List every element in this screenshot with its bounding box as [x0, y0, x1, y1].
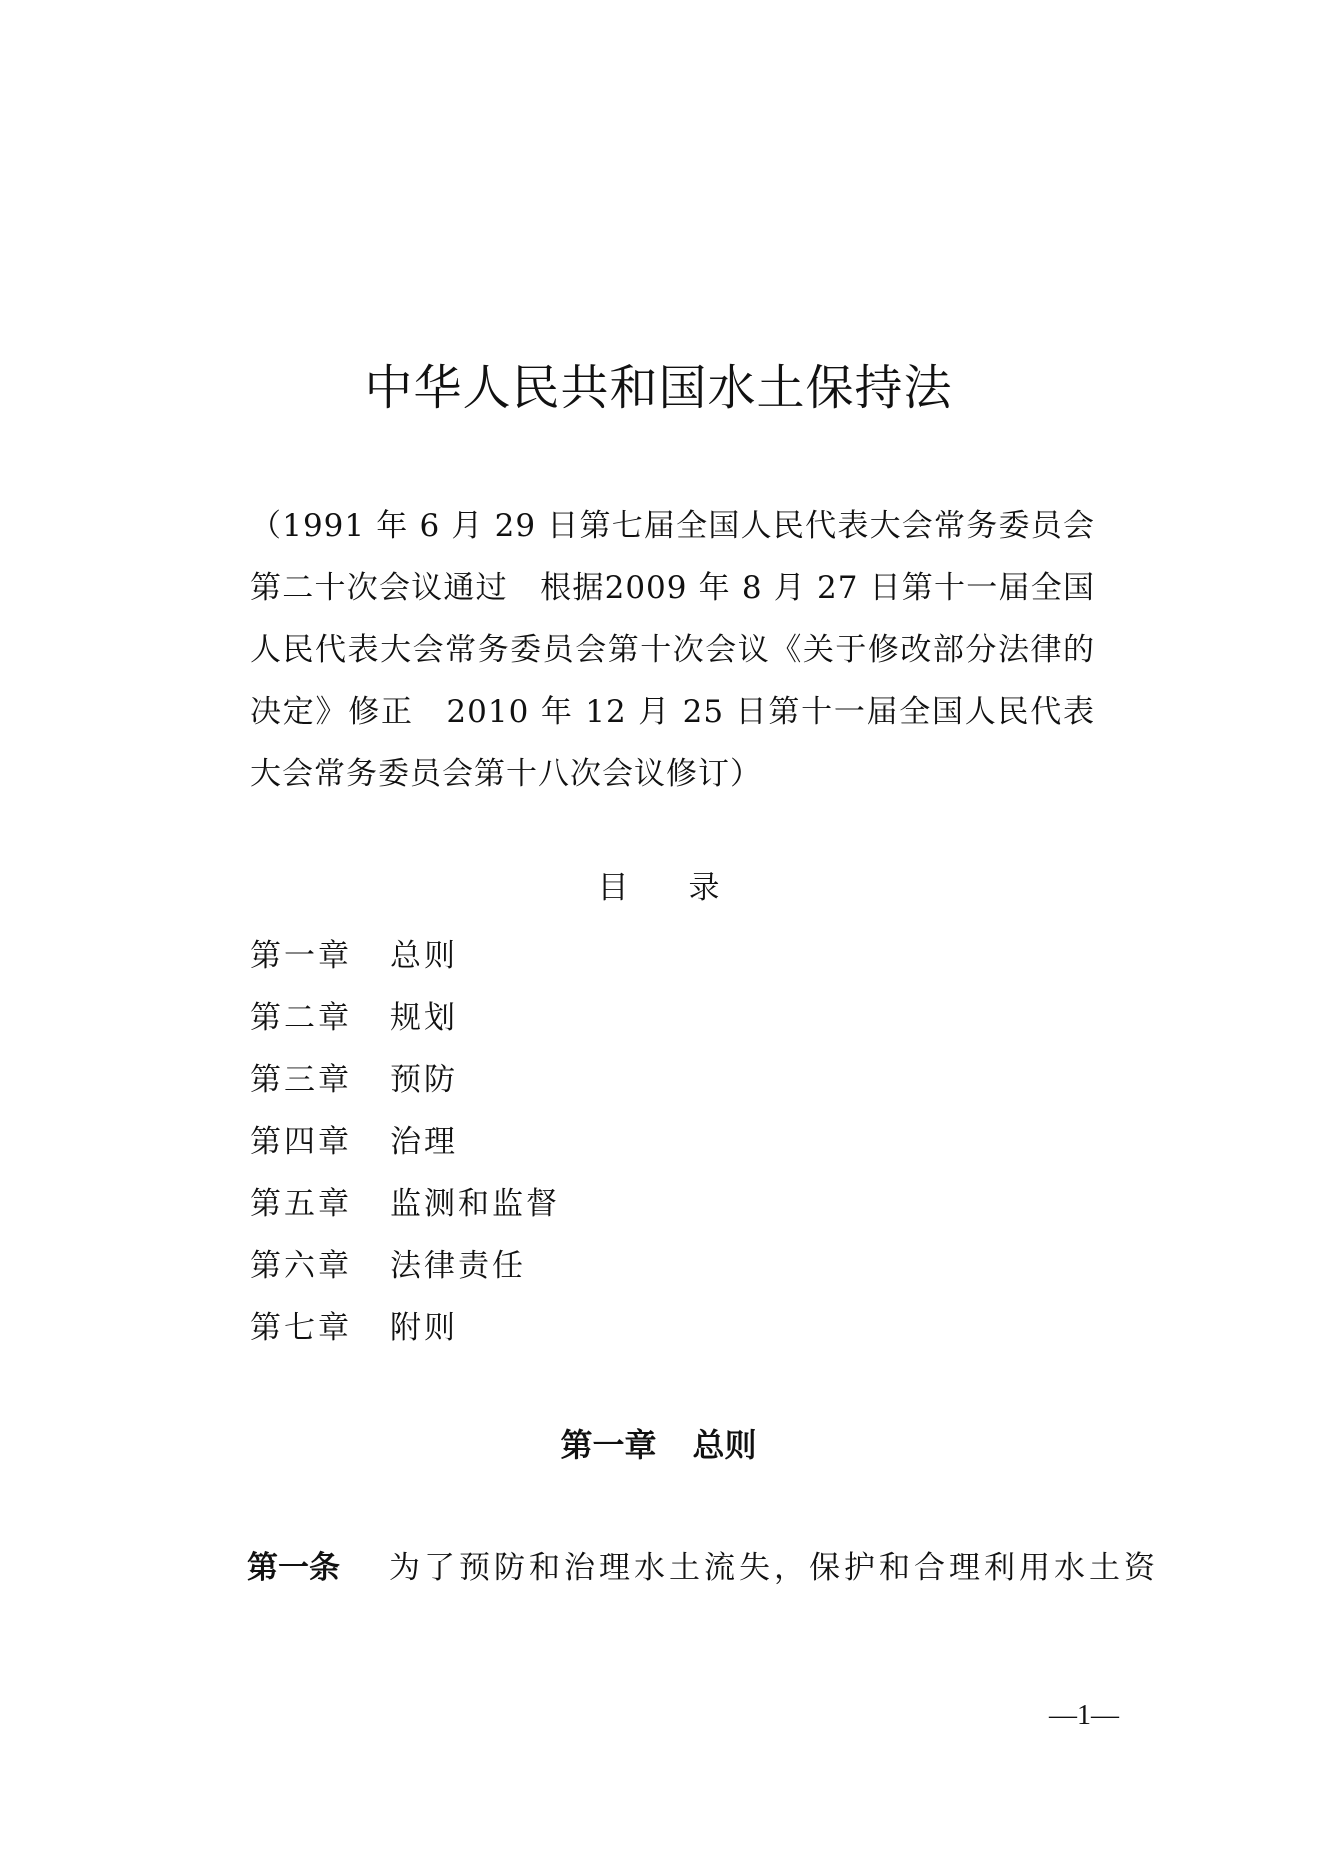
toc-chapter-name: 监测和监督: [390, 1186, 560, 1222]
article-number: 第一条: [247, 1550, 340, 1586]
toc-chapter-number: 第五章: [250, 1186, 352, 1222]
toc-chapter-number: 第六章: [250, 1248, 352, 1284]
toc-item: [250, 1111, 950, 1173]
toc-item: [250, 987, 950, 1049]
toc-chapter-name: 规划: [390, 1000, 458, 1036]
toc-item: [250, 1173, 950, 1235]
toc-chapter-number: 第一章: [250, 938, 352, 974]
toc-chapter-number: 第四章: [250, 1124, 352, 1160]
toc-chapter-number: 第七章: [250, 1310, 352, 1346]
page-number: —1—: [1049, 1700, 1119, 1731]
toc-chapter-name: 预防: [390, 1062, 458, 1098]
toc-chapter-name: 治理: [390, 1124, 458, 1160]
toc-chapter-number: 第三章: [250, 1062, 352, 1098]
toc-item: [250, 925, 950, 987]
article-paragraph: [247, 1545, 1159, 1591]
document-subtitle: （1991 年 6 月 29 日第七届全国人民代表大会常务委员会第二十次会议通过 根据2009 年 8 月 27 日第十一届全国人民代表大会常务委员会第十次会议《关于修改部分法律的决定》修正 2010 年 12 月 25 日第十一届全国人民代表大会常务委员会第十八次会议修订）: [250, 508, 1095, 792]
toc-heading: 目录: [597, 870, 780, 906]
chapter-heading: [0, 1423, 1317, 1467]
table-of-contents: [250, 925, 950, 1359]
toc-chapter-name: 附则: [390, 1310, 458, 1346]
toc-chapter-name: 总则: [390, 938, 458, 974]
chapter-heading-name: 总则: [692, 1426, 757, 1464]
toc-chapter-number: 第二章: [250, 1000, 352, 1036]
toc-item: [250, 1235, 950, 1297]
toc-item: [250, 1297, 950, 1359]
chapter-heading-number: 第一章: [560, 1426, 657, 1464]
toc-chapter-name: 法律责任: [390, 1248, 526, 1284]
article-text: 为了预防和治理水土流失，保护和合理利用水土资: [389, 1550, 1159, 1586]
document-title: 中华人民共和国水土保持法: [364, 360, 953, 416]
toc-item: [250, 1049, 950, 1111]
